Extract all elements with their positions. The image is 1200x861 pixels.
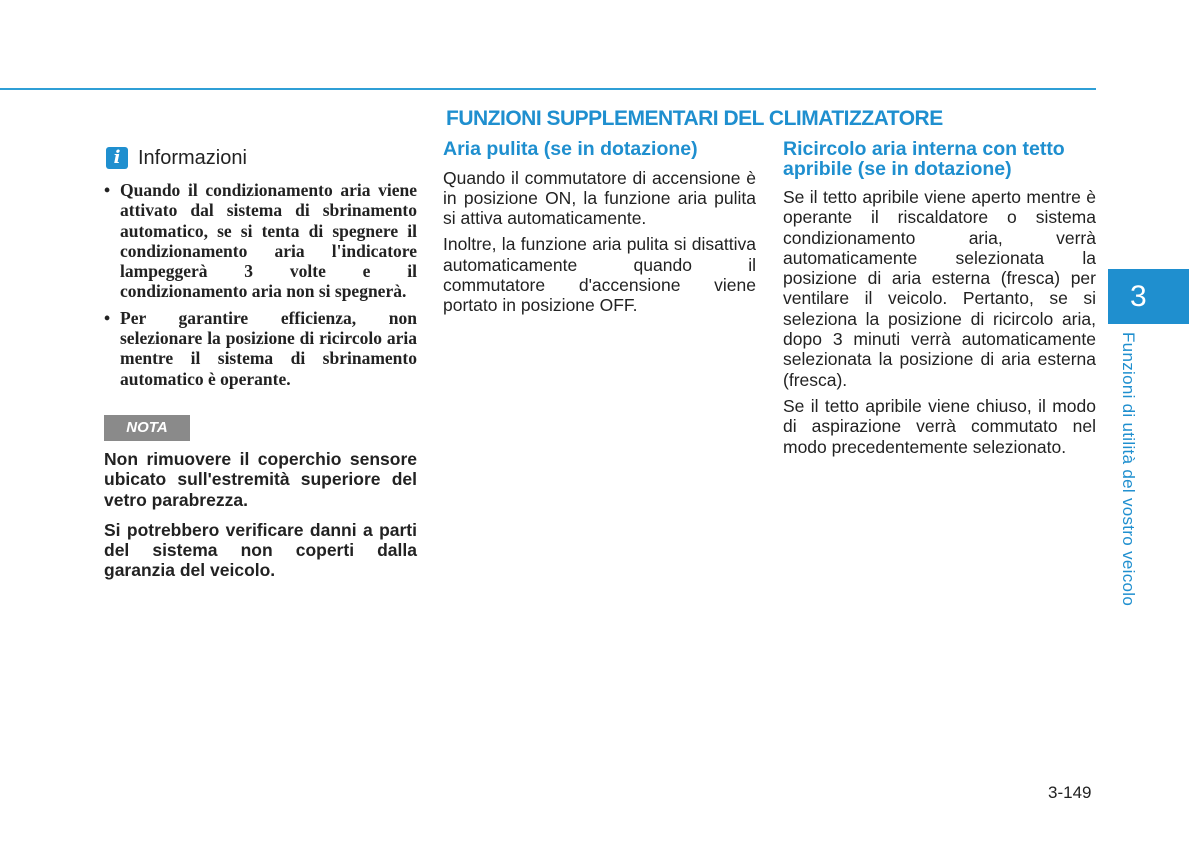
info-heading	[104, 144, 417, 172]
nota-paragraph: Non rimuovere il coperchio sensore ubicato sull'estremità superiore del vetro parabrezza.	[104, 448, 417, 510]
info-title: Informazioni	[138, 146, 247, 169]
chapter-title: Funzioni di utilità del vostro veicolo	[1119, 332, 1138, 607]
clean-air-heading: Aria pulita (se in dotazione)	[443, 138, 698, 160]
nota-badge: NOTA	[104, 415, 190, 441]
body-paragraph: Quando il commutatore di accensione è in posizione ON, la funzione aria pulita si attiva automaticamente.	[443, 167, 756, 229]
top-rule	[0, 88, 1096, 90]
column-info	[104, 140, 417, 581]
nota-text	[104, 449, 417, 581]
list-item: • Per garantire efficienza, non selezionare la posizione di ricircolo aria mentre il sistema di sbrinamento automatico è operante.	[104, 307, 417, 389]
section-title: FUNZIONI SUPPLEMENTARI DEL CLIMATIZZATORE	[446, 107, 943, 130]
body-paragraph: Se il tetto apribile viene chiuso, il modo di aspirazione verrà commutato nel modo precedentemente selezionato.	[783, 395, 1096, 457]
page-number: 3-149	[1048, 783, 1092, 802]
body-paragraph: Inoltre, la funzione aria pulita si disattiva automaticamente quando il commutatore d'accensione viene portato in posizione OFF.	[443, 234, 756, 316]
info-bullets	[104, 180, 417, 389]
nota-paragraph: Si potrebbero verificare danni a parti del sistema non coperti dalla garanzia del veicolo.	[104, 519, 417, 581]
sunroof-recirc-body	[783, 187, 1096, 457]
list-item: • Quando il condizionamento aria viene attivato dal sistema di sbrinamento automatico, se si tenta di spegnere il condizionamento aria l'indicatore lampeggerà 3 volte e il condizionamento aria non si spegnerà.	[104, 180, 417, 302]
sunroof-recirc-heading: Ricircolo aria interna con tetto apribile (se in dotazione)	[783, 138, 1065, 180]
chapter-tab: 3	[1108, 269, 1189, 324]
column-sunroof-recirc	[783, 140, 1096, 457]
info-icon: i	[106, 147, 128, 169]
clean-air-body	[443, 168, 756, 316]
column-clean-air	[443, 140, 756, 316]
body-paragraph: Se il tetto apribile viene aperto mentre è operante il riscaldatore o sistema condizionamento aria, verrà automaticamente selezionata la posizione di aria esterna (fresca) per ventilare il veicolo. Pertanto, se si seleziona la posizione di ricircolo aria, dopo 3 minuti verrà automaticamente selezionata la posizione di aria esterna (fresca).	[783, 187, 1096, 390]
